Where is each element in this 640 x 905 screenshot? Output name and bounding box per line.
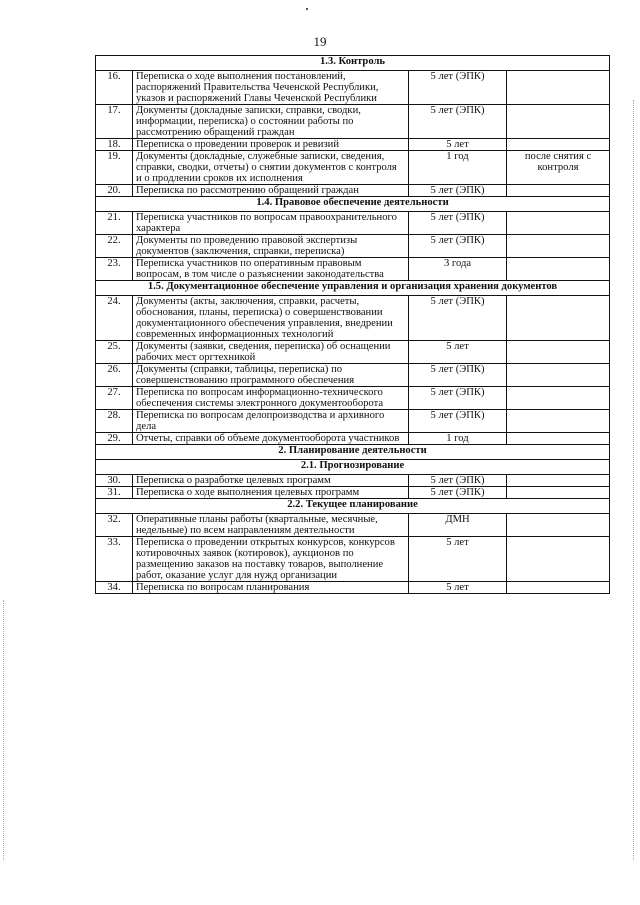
item-description: Переписка о проведении открытых конкурсов, конкурсов котировочных заявок (котировок), аукционов по размещению заказов на поставку товаров, выполнение работ, оказание услуг для нужд организации — [133, 537, 409, 582]
item-number: 22. — [96, 235, 133, 258]
retention-term: 5 лет — [409, 139, 507, 151]
section-title: 1.5. Документационное обеспечение управления и организация хранения документов — [96, 281, 610, 296]
retention-term: 3 года — [409, 258, 507, 281]
item-description: Документы (докладные записки, справки, сводки, информации, переписка) о состоянии работы по рассмотрению обращений граждан — [133, 105, 409, 139]
item-number: 34. — [96, 582, 133, 594]
item-description: Переписка по вопросам информационно-технического обеспечения системы электронного документооборота — [133, 387, 409, 410]
section-title: 2.1. Прогнозирование — [96, 460, 610, 475]
section-header-row — [96, 499, 610, 514]
item-number: 17. — [96, 105, 133, 139]
item-description: Переписка о ходе выполнения целевых программ — [133, 487, 409, 499]
retention-term: 5 лет (ЭПК) — [409, 185, 507, 197]
table-row — [96, 139, 610, 151]
item-note — [507, 235, 610, 258]
scan-margin-marks-left — [3, 600, 6, 860]
table-row — [96, 341, 610, 364]
section-header-row — [96, 445, 610, 460]
section-header-row — [96, 460, 610, 475]
table-row — [96, 582, 610, 594]
page-number: 19 — [313, 34, 327, 49]
item-description: Переписка по вопросам делопроизводства и архивного дела — [133, 410, 409, 433]
table-body — [96, 56, 610, 594]
item-number: 26. — [96, 364, 133, 387]
item-number: 23. — [96, 258, 133, 281]
retention-term: 5 лет (ЭПК) — [409, 105, 507, 139]
item-note — [507, 341, 610, 364]
item-number: 27. — [96, 387, 133, 410]
item-note — [507, 410, 610, 433]
item-description: Документы (докладные, служебные записки, сведения, справки, сводки, отчеты) о снятии документов с контроля и о продлении сроков их исполнения — [133, 151, 409, 185]
table-row — [96, 537, 610, 582]
retention-term: 5 лет (ЭПК) — [409, 235, 507, 258]
item-note — [507, 514, 610, 537]
retention-term: 5 лет (ЭПК) — [409, 364, 507, 387]
scan-speck — [306, 8, 308, 10]
item-note — [507, 185, 610, 197]
retention-term: 5 лет (ЭПК) — [409, 475, 507, 487]
section-header-row — [96, 281, 610, 296]
table-row — [96, 151, 610, 185]
item-number: 20. — [96, 185, 133, 197]
item-description: Документы (заявки, сведения, переписка) об оснащении рабочих мест оргтехникой — [133, 341, 409, 364]
retention-term: 1 год — [409, 151, 507, 185]
section-title: 2.2. Текущее планирование — [96, 499, 610, 514]
item-note — [507, 487, 610, 499]
item-note — [507, 71, 610, 105]
table-row — [96, 296, 610, 341]
item-note: после снятия с контроля — [507, 151, 610, 185]
item-note — [507, 258, 610, 281]
table-row — [96, 235, 610, 258]
item-description: Оперативные планы работы (квартальные, месячные, недельные) по всем направлениям деятельности — [133, 514, 409, 537]
section-header-row — [96, 56, 610, 71]
item-note — [507, 139, 610, 151]
table-row — [96, 410, 610, 433]
table-row — [96, 185, 610, 197]
item-note — [507, 364, 610, 387]
scan-margin-marks-right — [633, 100, 636, 860]
item-number: 33. — [96, 537, 133, 582]
item-number: 30. — [96, 475, 133, 487]
item-number: 21. — [96, 212, 133, 235]
section-title: 1.4. Правовое обеспечение деятельности — [96, 197, 610, 212]
section-header-row — [96, 197, 610, 212]
item-note — [507, 537, 610, 582]
item-description: Переписка о проведении проверок и ревизий — [133, 139, 409, 151]
item-description: Переписка участников по оперативным правовым вопросам, в том числе о разъяснении законодательства — [133, 258, 409, 281]
item-number: 25. — [96, 341, 133, 364]
item-note — [507, 212, 610, 235]
item-number: 24. — [96, 296, 133, 341]
table-row — [96, 212, 610, 235]
item-description: Переписка о ходе выполнения постановлений, распоряжений Правительства Чеченской Республики, указов и распоряжений Главы Чеченской Республики — [133, 71, 409, 105]
item-number: 28. — [96, 410, 133, 433]
retention-term: 5 лет (ЭПК) — [409, 387, 507, 410]
item-note — [507, 582, 610, 594]
item-description: Переписка по вопросам планирования — [133, 582, 409, 594]
table-row — [96, 387, 610, 410]
item-note — [507, 105, 610, 139]
item-number: 19. — [96, 151, 133, 185]
table-row — [96, 433, 610, 445]
section-title: 2. Планирование деятельности — [96, 445, 610, 460]
item-note — [507, 387, 610, 410]
table-row — [96, 514, 610, 537]
retention-term: ДМН — [409, 514, 507, 537]
retention-term: 5 лет (ЭПК) — [409, 71, 507, 105]
item-description: Документы (справки, таблицы, переписка) по совершенствованию программного обеспечения — [133, 364, 409, 387]
item-note — [507, 475, 610, 487]
item-number: 16. — [96, 71, 133, 105]
item-note — [507, 296, 610, 341]
item-description: Документы по проведению правовой экспертизы документов (заключения, справки, переписка) — [133, 235, 409, 258]
retention-term: 5 лет (ЭПК) — [409, 487, 507, 499]
table-row — [96, 475, 610, 487]
item-number: 32. — [96, 514, 133, 537]
section-title: 1.3. Контроль — [96, 56, 610, 71]
retention-term: 5 лет (ЭПК) — [409, 410, 507, 433]
item-description: Переписка участников по вопросам правоохранительного характера — [133, 212, 409, 235]
item-number: 29. — [96, 433, 133, 445]
item-number: 31. — [96, 487, 133, 499]
retention-term: 1 год — [409, 433, 507, 445]
retention-term: 5 лет — [409, 537, 507, 582]
retention-term: 5 лет — [409, 341, 507, 364]
item-description: Переписка о разработке целевых программ — [133, 475, 409, 487]
table-row — [96, 364, 610, 387]
item-note — [507, 433, 610, 445]
table-row — [96, 258, 610, 281]
table-row — [96, 71, 610, 105]
item-description: Переписка по рассмотрению обращений граждан — [133, 185, 409, 197]
retention-term: 5 лет — [409, 582, 507, 594]
item-number: 18. — [96, 139, 133, 151]
retention-schedule-table — [95, 55, 610, 594]
item-description: Отчеты, справки об объеме документооборота участников — [133, 433, 409, 445]
retention-term: 5 лет (ЭПК) — [409, 296, 507, 341]
item-description: Документы (акты, заключения, справки, расчеты, обоснования, планы, переписка) о совершенствовании документационного обеспечения управления, внедрении современных информационных технологий — [133, 296, 409, 341]
retention-term: 5 лет (ЭПК) — [409, 212, 507, 235]
table-row — [96, 487, 610, 499]
table-row — [96, 105, 610, 139]
